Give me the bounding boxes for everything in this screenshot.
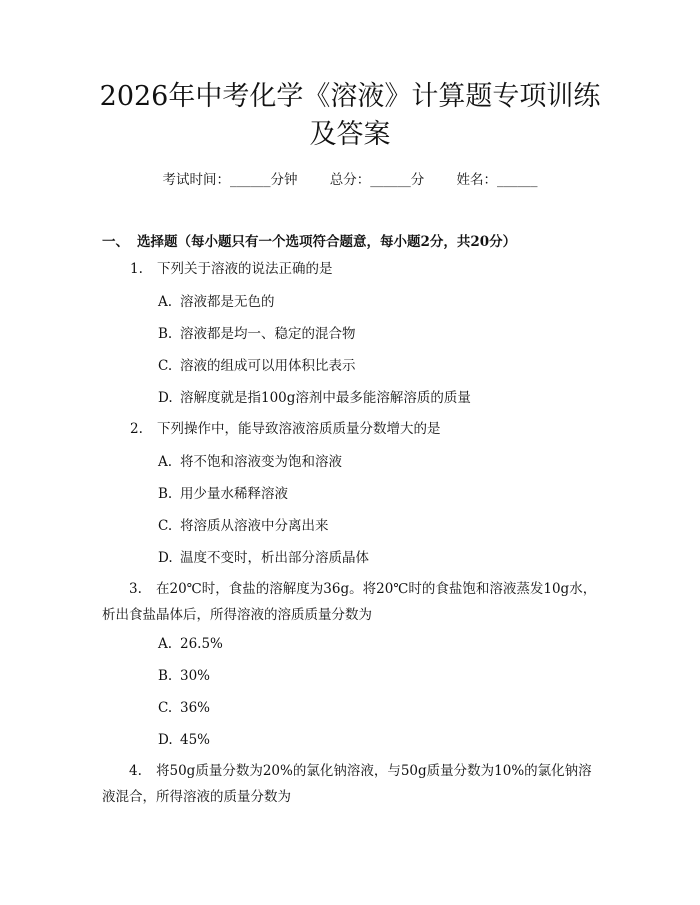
question-4 [102, 758, 600, 810]
option-letter: B. [158, 326, 173, 342]
option-text: 45% [180, 732, 211, 748]
option-text: 30% [180, 668, 211, 684]
question-1 [130, 256, 333, 282]
total-score-field: 总分：______分 [329, 172, 425, 188]
question-1-option-c [158, 356, 356, 376]
option-text: 溶液都是均一、稳定的混合物 [180, 326, 356, 342]
question-number: 1. [130, 261, 143, 277]
question-3-option-c [158, 698, 210, 718]
question-2-option-a [158, 452, 342, 472]
question-number: 4. [129, 763, 142, 779]
student-name-field: 姓名：______ [456, 172, 538, 188]
option-letter: C. [158, 358, 173, 374]
question-text: 下列操作中，能导致溶液溶质质量分数增大的是 [157, 421, 441, 437]
option-letter: C. [158, 518, 173, 534]
question-number: 3. [129, 581, 142, 597]
option-text: 溶液的组成可以用体积比表示 [180, 358, 356, 374]
question-text: 将50g质量分数为20%的氯化钠溶液，与50g质量分数为10%的氯化钠溶液混合，所得溶液的质量分数为 [102, 763, 592, 805]
question-1-option-b [158, 324, 356, 344]
option-text: 将不饱和溶液变为饱和溶液 [180, 454, 342, 470]
option-text: 温度不变时，析出部分溶质晶体 [180, 550, 369, 566]
question-1-option-a [158, 292, 275, 312]
question-2-option-c [158, 516, 329, 536]
option-text: 溶解度就是指100g溶剂中最多能溶解溶质的质量 [180, 390, 471, 406]
option-letter: A. [158, 454, 173, 470]
option-text: 溶液都是无色的 [180, 294, 275, 310]
question-text: 下列关于溶液的说法正确的是 [157, 261, 333, 277]
question-2 [130, 416, 441, 442]
question-3-option-a [158, 634, 223, 654]
question-1-option-d [158, 388, 471, 408]
question-2-option-d [158, 548, 369, 568]
option-letter: A. [158, 636, 173, 652]
option-text: 26.5% [180, 636, 223, 652]
option-text: 用少量水稀释溶液 [180, 486, 288, 502]
section-heading [102, 230, 516, 250]
question-2-option-b [158, 484, 288, 504]
option-text: 36% [180, 700, 211, 716]
question-3-option-b [158, 666, 210, 686]
option-letter: A. [158, 294, 173, 310]
exam-time-field: 考试时间：______分钟 [162, 172, 298, 188]
question-3 [102, 576, 600, 628]
question-number: 2. [130, 421, 143, 437]
document-title: 2026年中考化学《溶液》计算题专项训练及答案 [99, 81, 601, 150]
section-title: 选择题（每小题只有一个选项符合题意，每小题2分，共20分） [137, 234, 517, 250]
option-letter: B. [158, 668, 173, 684]
section-number: 一、 [102, 234, 129, 250]
question-text: 在20℃时，食盐的溶解度为36g。将20℃时的食盐饱和溶液蒸发10g水，析出食盐晶体后，所得溶液的溶质质量分数为 [102, 581, 597, 623]
option-letter: D. [158, 550, 173, 566]
option-text: 将溶质从溶液中分离出来 [180, 518, 329, 534]
question-3-option-d [158, 730, 210, 750]
option-letter: C. [158, 700, 173, 716]
option-letter: D. [158, 732, 173, 748]
option-letter: B. [158, 486, 173, 502]
exam-info-line [0, 168, 700, 188]
option-letter: D. [158, 390, 173, 406]
